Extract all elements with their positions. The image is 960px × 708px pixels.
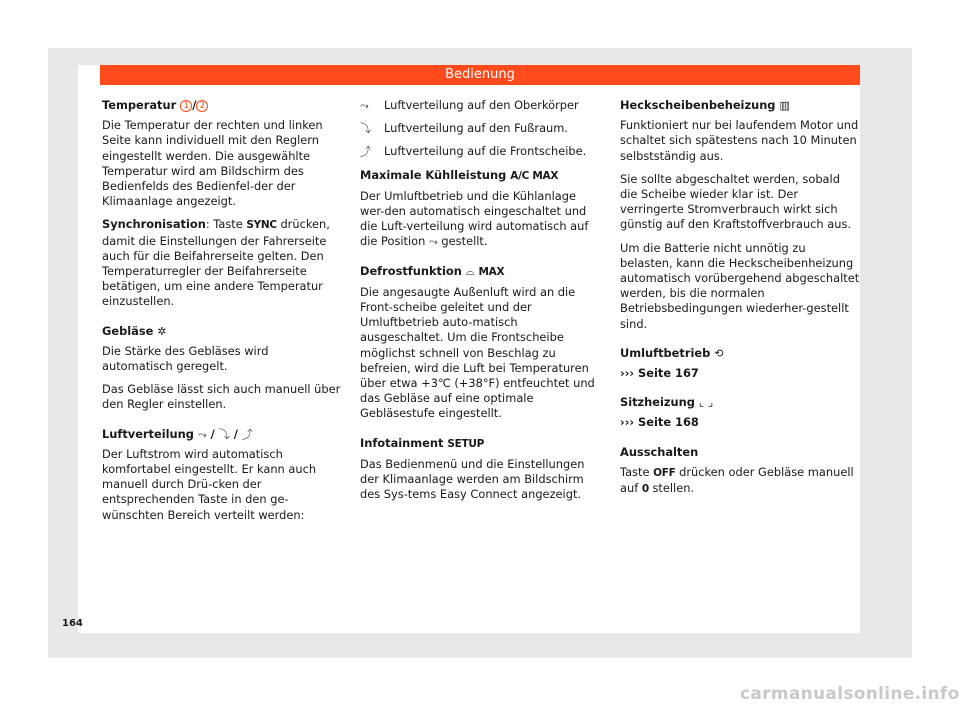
air-footwell-icon: ⤵ — [360, 122, 371, 136]
defrost-text: Die angesaugte Außenluft wird an die Front-scheibe geleitet und der Umluftbetrieb auto-matisch ausgeschaltet. Um die Frontscheibe möglichst schnell von Beschlag zu befreien, wird die Luft bei Temperaturen über etwa +3℃ (+38°F) entfeuchtet und das Gebläse auf eine optimale Gebläsestufe eingestellt. — [360, 284, 595, 421]
fan-text-2: Das Gebläse lässt sich auch manuell über den Regler einstellen. — [102, 382, 341, 412]
sync-prefix: : Taste — [205, 217, 247, 232]
off-key: OFF — [653, 466, 676, 479]
recirculation-icon: ⟲ — [714, 346, 724, 360]
infotainment-text: Das Bedienmenü und die Einstellungen der Klimaanlage werden am Bildschirm des Sys-tems Easy Connect angezeigt. — [360, 456, 585, 502]
page-number: 164 — [62, 618, 83, 629]
temperature-heading-label: Temperatur — [102, 98, 177, 112]
max-cooling-text-main: Der Umluftbetrieb und die Kühlanlage wer-den automatisch eingeschaltet und die Luft-verteilung wird automatisch auf die Position — [360, 188, 589, 249]
defrost-heading-label: Defrostfunktion — [360, 263, 462, 278]
infotainment-heading — [360, 436, 600, 452]
rear-window-text-2: Sie sollte abgeschaltet werden, sobald die Scheibe wieder klar ist. Der verringerte Stromverbrauch wirkt sich günstig auf den Kraftstoffverbrauch aus. — [620, 171, 852, 232]
rear-window-heating-heading-label: Heckscheibenbeheizung — [620, 98, 776, 112]
recirculation-page-ref[interactable]: ››› Seite 167 — [620, 366, 699, 381]
air-sep-2: / — [229, 426, 242, 441]
switch-off-text — [620, 465, 860, 497]
air-distribution-heading-label: Luftverteilung — [102, 426, 194, 441]
sync-paragraph — [102, 217, 342, 309]
column-2 — [360, 98, 600, 510]
column-1 — [102, 98, 342, 531]
sync-key: SYNC — [246, 219, 277, 232]
air-upper-body-icon: ⤳ — [197, 427, 207, 441]
seat-heating-heading — [620, 395, 860, 410]
max-cooling-heading — [360, 168, 600, 184]
setup-key: SETUP — [447, 437, 485, 450]
defrost-max-key: MAX — [478, 265, 505, 278]
seat-heating-right-icon: ⌟ — [708, 396, 714, 410]
switch-off-end: stellen. — [648, 481, 695, 496]
list-item-text: Luftverteilung auf den Fußraum. — [384, 121, 568, 136]
fan-heading — [102, 324, 342, 339]
air-upper-body-icon: ⤳ — [360, 99, 369, 112]
temperature-text: Die Temperatur der rechten und linken Seite kann individuell mit den Reglern eingestellt werden. Die ausgewählte Temperatur wird am Bildschirm des Bedienfelds des Bedienfel-der der Klimaanlage angezeigt. — [102, 118, 323, 209]
sync-label: Synchronisation — [102, 217, 206, 232]
windscreen-defrost-icon: ⌓ — [465, 264, 475, 278]
max-cooling-heading-label: Maximale Kühlleistung — [360, 167, 507, 182]
seat-heating-page-ref[interactable]: ››› Seite 168 — [620, 415, 699, 430]
watermark: carmanualsonline.info — [740, 684, 960, 704]
zero-key: 0 — [641, 483, 649, 496]
infotainment-heading-label: Infotainment — [360, 435, 444, 450]
rear-window-text-3: Um die Batterie nicht unnötig zu belasten, kann die Heckscheibenheizung automatisch vorübergehend abgeschaltet werden, bis die normalen Betriebsbedingungen wiederher-gestellt sind. — [620, 240, 860, 331]
air-windscreen-icon: ⤴ — [360, 145, 371, 159]
sync-text: drücken, damit die Einstellungen der Fahrerseite auch für die Beifahrerseite gelten. Den Temperaturregler der Beifahrerseite betätigen, um eine andere Temperatur einzustellen. — [102, 217, 330, 309]
seat-heating-left-icon: ⌞ — [698, 396, 705, 410]
temperature-heading — [102, 98, 342, 113]
list-item-text: Luftverteilung auf die Frontscheibe. — [384, 144, 587, 159]
rear-window-heating-heading — [620, 98, 860, 113]
air-footwell-icon: ⤵ — [218, 427, 230, 441]
temperature-heading-separator: / — [192, 98, 197, 112]
air-sep-1: / — [206, 426, 219, 441]
max-cooling-text — [360, 189, 600, 250]
air-upper-body-icon: ⤳ — [429, 235, 438, 249]
rear-window-heating-icon: ▥ — [779, 99, 790, 112]
list-item — [360, 144, 600, 159]
seat-heating-heading-label: Sitzheizung — [620, 395, 695, 410]
switch-off-middle: drücken oder Gebläse manuell auf — [620, 464, 854, 496]
recirculation-heading-label: Umluftbetrieb — [620, 345, 711, 360]
switch-off-heading: Ausschalten — [620, 444, 699, 459]
max-cooling-text-end: gestellt. — [437, 234, 488, 249]
switch-off-prefix: Taste — [620, 464, 654, 479]
air-distribution-heading — [102, 427, 342, 442]
defrost-heading — [360, 264, 600, 280]
list-item-text: Luftverteilung auf den Oberkörper — [384, 98, 579, 112]
fan-text-1: Die Stärke des Gebläses wird automatisch geregelt. — [102, 343, 269, 374]
section-header: Bedienung — [100, 65, 860, 85]
fan-icon: ✲ — [157, 324, 167, 338]
list-item — [360, 98, 600, 113]
callout-1: 1 — [180, 100, 192, 112]
recirculation-heading — [620, 346, 860, 361]
callout-2: 2 — [196, 100, 208, 112]
ac-max-key: A/C MAX — [510, 169, 559, 182]
column-3 — [620, 98, 860, 505]
list-item — [360, 121, 600, 136]
air-windscreen-icon: ⤴ — [241, 427, 253, 441]
rear-window-text-1: Funktioniert nur bei laufendem Motor und schaltet sich spätestens nach 10 Minuten selbstständig aus. — [620, 118, 859, 163]
fan-heading-label: Gebläse — [102, 323, 154, 338]
air-distribution-text: Der Luftstrom wird automatisch komfortabel eingestellt. Er kann auch manuell durch Drü-cken der entsprechenden Taste in den ge-wünschten Bereich verteilt werden: — [102, 446, 317, 522]
